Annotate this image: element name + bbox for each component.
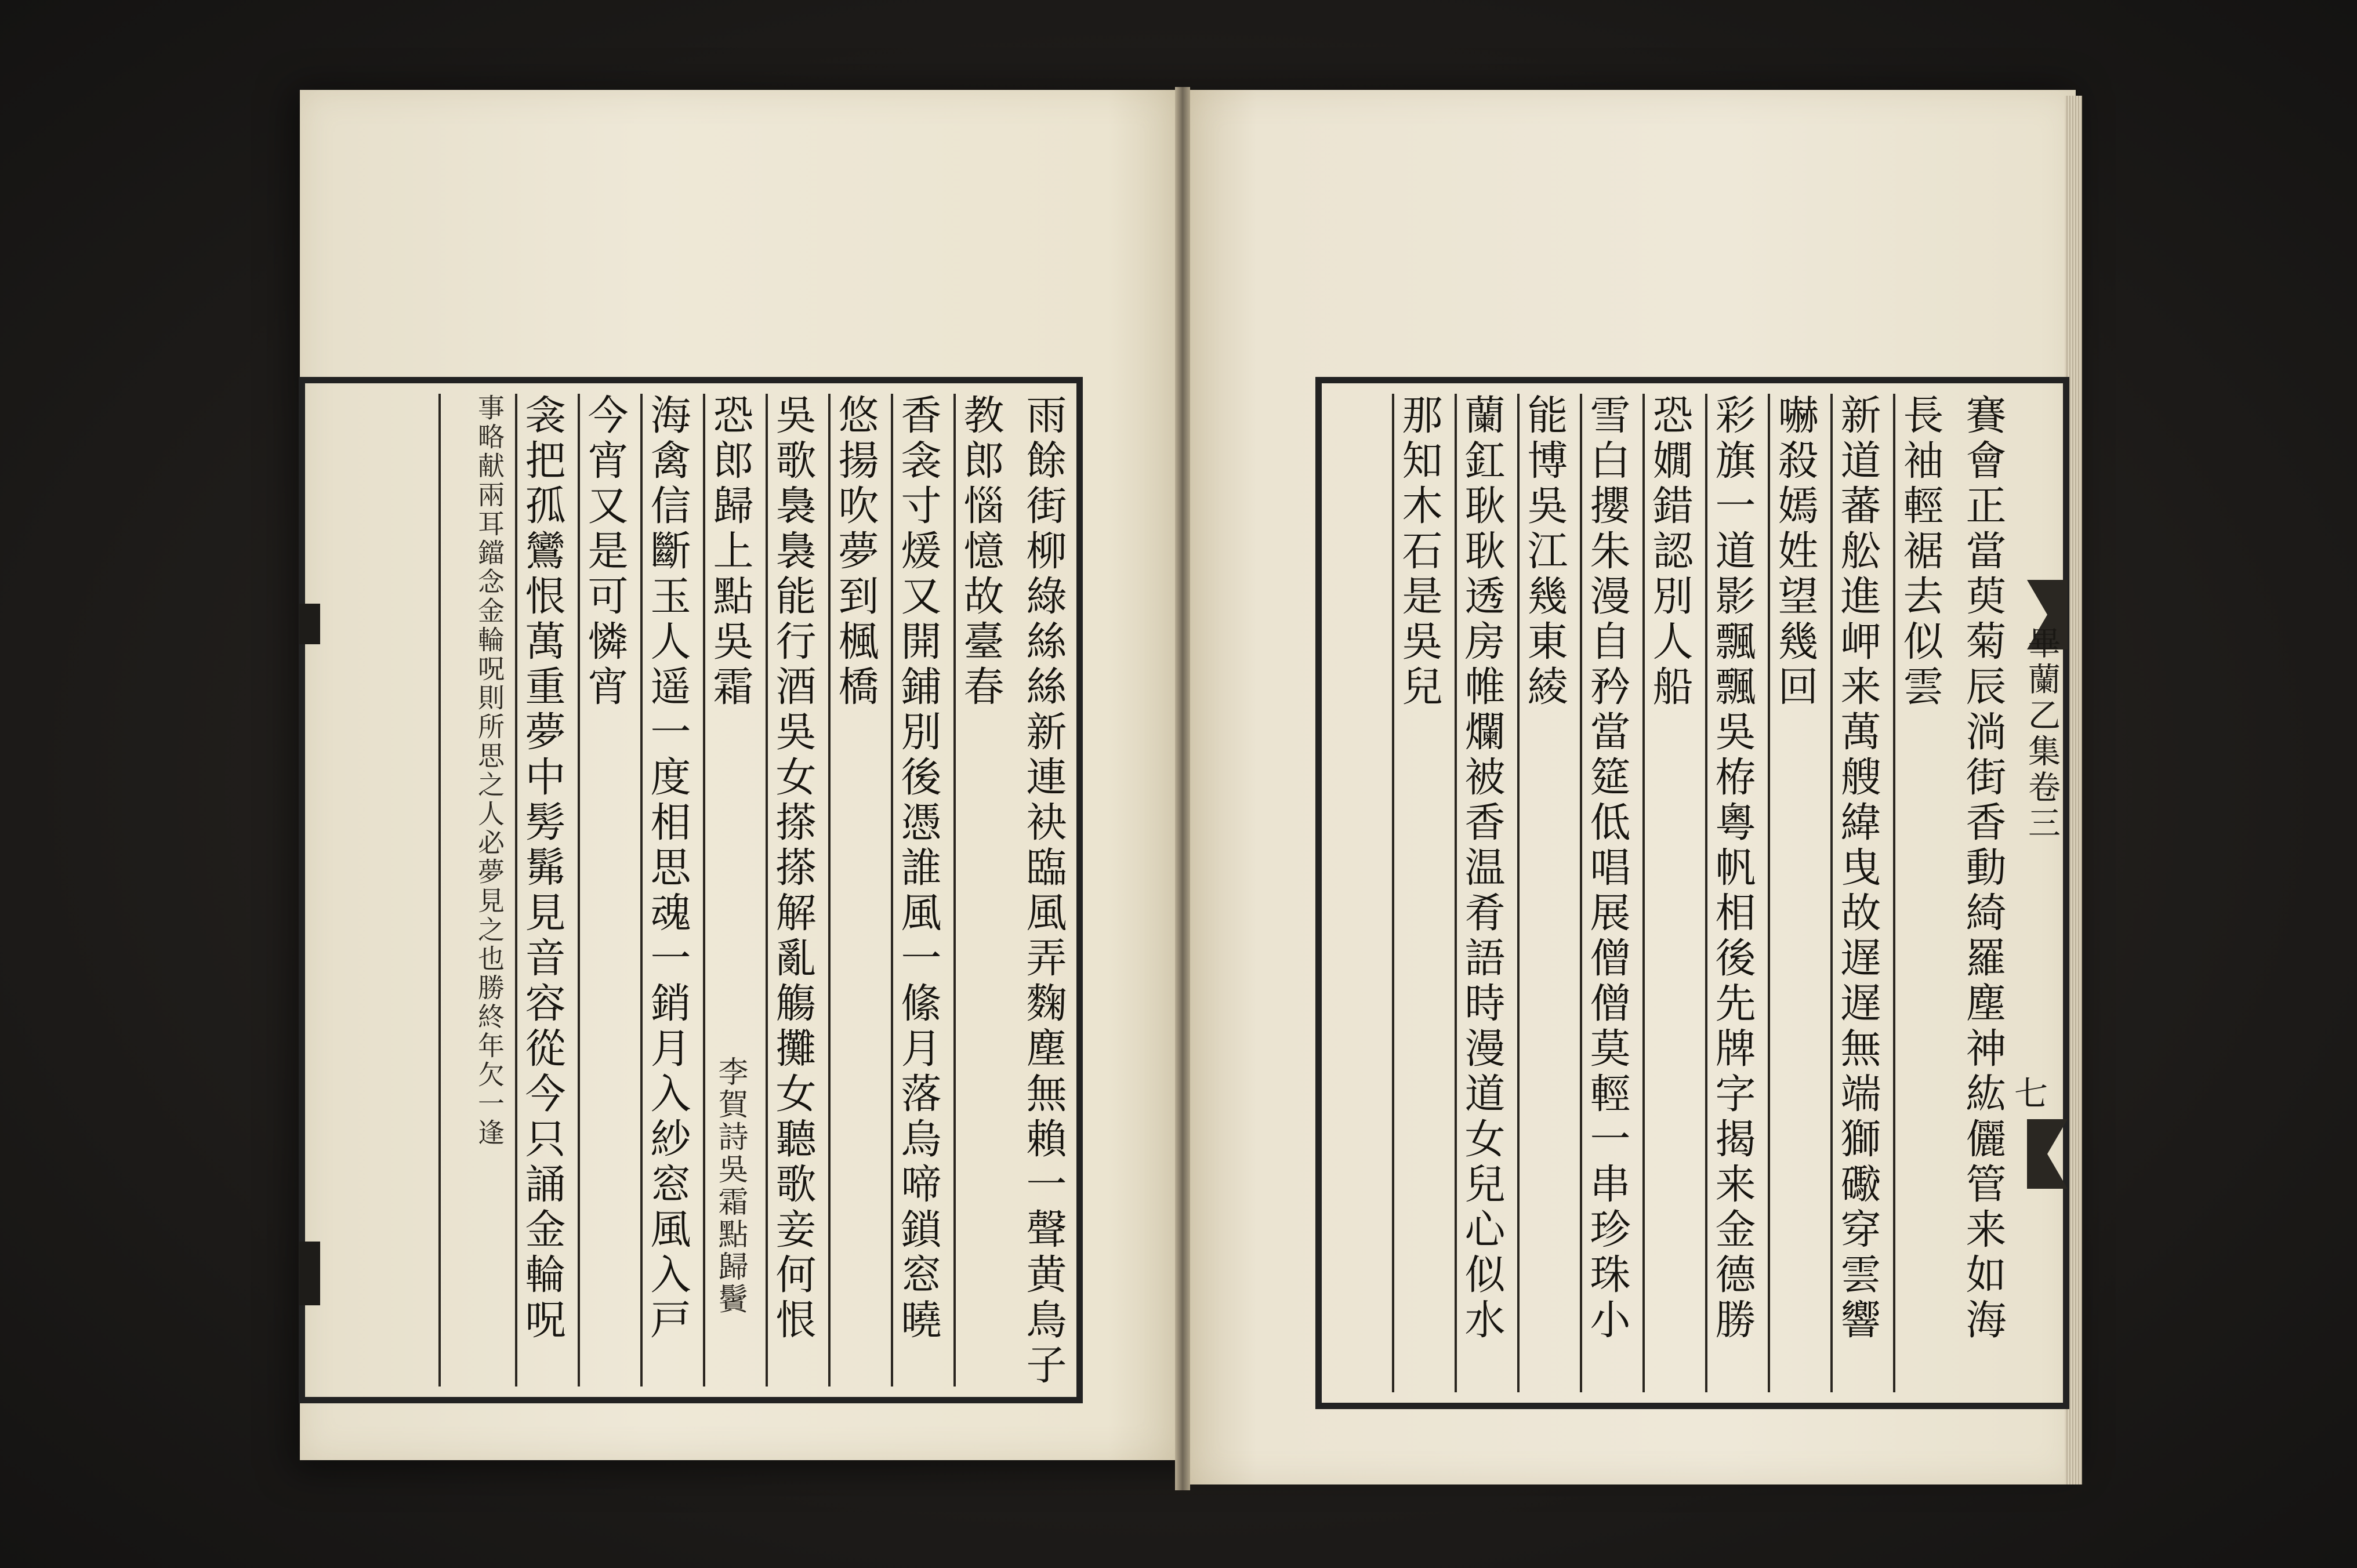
block-edge-mark [299, 1242, 320, 1305]
text-column: 賽會正當萸菊辰淌街香動綺羅塵神紘儷管来如海 [1959, 394, 2007, 1344]
text-column: 悠揚吹夢到楓橋 [828, 394, 880, 1386]
text-column: 蘭釭耿耿透房帷爛被香温肴語時漫道女兒心似水 [1455, 394, 1507, 1392]
text-column: 能博吳江幾東綾 [1517, 394, 1569, 1392]
text-column: 那知木石是吳兒 [1392, 394, 1444, 1392]
text-column: 恐郎歸上點吳霜 [703, 394, 755, 1386]
text-column: 海禽信斷玉人遥一度相思魂一銷月入紗窓風入戸 [640, 394, 692, 1386]
book-gutter [1175, 87, 1190, 1490]
text-column: 嚇殺嫣姓望幾回 [1768, 394, 1820, 1392]
banxin-title: 畢蘭乙集卷三 [2023, 626, 2061, 842]
text-column: 雨餘街柳綠絲絲新連袂臨風弄麴塵無賴一聲黄鳥子 [1020, 394, 1067, 1389]
text-column: 恐嫺錯認別人船 [1642, 394, 1695, 1392]
text-column: 吳歌裊裊能行酒吳女搽搽解亂觴攤女聽歌妾何恨 [766, 394, 818, 1386]
text-column: 長袖輕裾去似雲 [1893, 394, 1945, 1392]
left-text-block [299, 377, 1083, 1403]
right-text-block [1315, 377, 2069, 1409]
block-edge-mark [299, 604, 320, 644]
text-column: 衾把孤鸞恨萬重夢中髣髴見音容從今只誦金輪呪 [515, 394, 567, 1386]
text-column: 香衾寸煖又開鋪別後憑誰風一絛月落烏啼鎖窓曉 [891, 394, 943, 1386]
text-column: 彩旗一道影飄飄吳栫粵帆相後先牌字揭来金德勝 [1705, 394, 1757, 1392]
annotation-note: 李賀詩吳霜點歸鬢 [713, 1056, 748, 1316]
text-column: 今宵又是可憐宵 [578, 394, 630, 1386]
text-column: 新道蕃舩進岬来萬艘緯曳故遅遅無端獅礮穿雲響 [1830, 394, 1883, 1392]
text-column: 教郎惱憶故臺春 [953, 394, 1006, 1386]
text-column: 雪白攖朱漫自矜當筵低唱展僧僧莫輕一串珍珠小 [1580, 394, 1632, 1392]
annotation-note: 事略献兩耳鐺念金輪呪則所思之人必夢見之也勝終年欠一逢 [438, 394, 505, 1386]
folio-number: 七 [2008, 1076, 2048, 1109]
